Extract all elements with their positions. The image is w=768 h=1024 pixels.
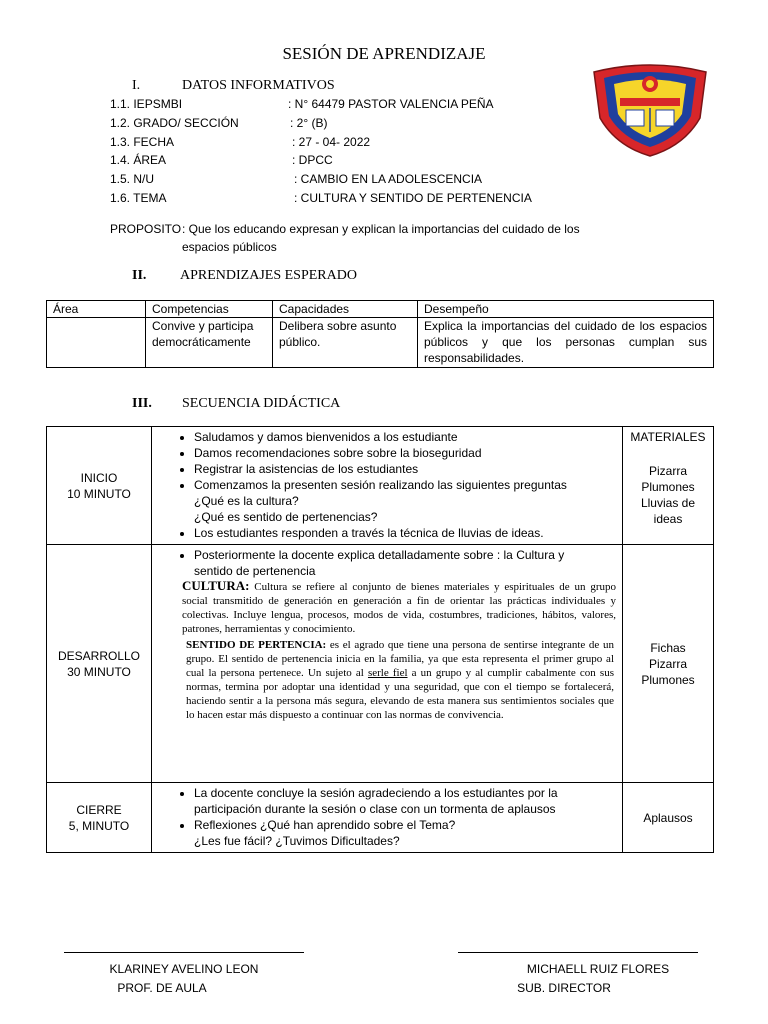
- section-3-title: SECUENCIA DIDÁCTICA: [182, 396, 341, 411]
- list-item: • Damos recomendaciones sobre sobre la bioseguridad: [194, 445, 616, 461]
- question-1: ¿Qué es la cultura?: [194, 494, 299, 508]
- table-header-row: [47, 301, 714, 318]
- sentido-text-a: es el agrado que tiene una persona de sentirse integrante de un grupo. El sentido de pertenencia inicia en la familia, ya que esta representa el primer grupo al cual la persona pertenece. Un sujeto al: [186, 639, 614, 679]
- header-capacidades: Capacidades: [273, 301, 418, 318]
- material-item: Plumones: [641, 480, 695, 494]
- list-item: • Saludamos y damos bienvenidos a los estudiante: [194, 429, 616, 445]
- phase-desarrollo-time: 30 MINUTO: [67, 664, 131, 679]
- didactic-sequence-table: [46, 426, 714, 853]
- info-value-topic: : CULTURA Y SENTIDO DE PERTENENCIA: [294, 191, 532, 205]
- cell-capacidad: [273, 318, 418, 368]
- section-1-number: I.: [132, 78, 141, 93]
- signature-line-right: [458, 952, 698, 953]
- info-label-date: 1.3. FECHA: [110, 135, 175, 149]
- expected-learning-table: [46, 300, 714, 368]
- phase-desarrollo-name: DESARROLLO: [57, 648, 141, 663]
- header-desempeno: Desempeño: [418, 301, 714, 318]
- info-label-topic: 1.6. TEMA: [110, 191, 167, 205]
- phase-cierre-name: CIERRE: [76, 802, 122, 817]
- signature-line-left: [64, 952, 304, 953]
- phase-desarrollo: [47, 545, 152, 783]
- activities-desarrollo: [152, 545, 623, 783]
- purpose-text-line1: : Que los educando expresan y explican la importancias del cuidado de los: [182, 222, 580, 236]
- activities-inicio: [152, 427, 623, 545]
- signature-role-subdirector: SUB. DIRECTOR: [517, 981, 611, 995]
- info-value-date: : 27 - 04- 2022: [292, 135, 371, 149]
- list-item: • Registrar la asistencias de los estudiantes: [194, 461, 616, 477]
- material-item: Fichas: [650, 640, 686, 655]
- info-label-grade: 1.2. GRADO/ SECCIÓN: [110, 116, 239, 130]
- materials-header: MATERIALES: [630, 430, 706, 444]
- competencia-line1: Convive y participa: [152, 319, 254, 333]
- list-item: • Reflexiones ¿Qué han aprendido sobre el Tema?: [194, 817, 600, 833]
- question-2: ¿Qué es sentido de pertenencias?: [194, 510, 378, 524]
- material-item: Pizarra: [648, 464, 687, 478]
- info-value-area: : DPCC: [292, 153, 333, 167]
- capacidad-line2: público.: [279, 335, 321, 349]
- material-item: Pizarra: [648, 656, 687, 671]
- reflection-continuation: ¿Les fue fácil? ¿Tuvimos Dificultades?: [194, 834, 400, 848]
- info-value-grade: : 2° (B): [290, 116, 328, 130]
- purpose-label: PROPOSITO: [110, 222, 182, 236]
- material-item: ideas: [653, 512, 683, 526]
- material-item: Lluvias de: [640, 496, 696, 510]
- cultura-label: CULTURA:: [182, 578, 250, 593]
- info-label-school: 1.1. IEPSMBI: [110, 97, 183, 111]
- materials-desarrollo: [623, 545, 714, 783]
- list-item: • La docente concluye la sesión agradeciendo a los estudiantes por la participación durante la sesión o clase con un tormenta de aplausos: [194, 785, 600, 817]
- purpose-text-line2: espacios públicos: [182, 240, 277, 254]
- phase-inicio-time: 10 MINUTO: [67, 486, 131, 501]
- info-label-area: 1.4. ÁREA: [110, 153, 167, 167]
- list-item: • Comenzamos la presenten sesión realizando las siguientes preguntas: [194, 477, 616, 493]
- sentido-underlined: serle fiel: [367, 667, 408, 679]
- table-row: [47, 318, 714, 368]
- cultura-text: Cultura se refiere al conjunto de bienes materiales y espirituales de un grupo social transmitido de generación en generación a fin de orientar las prácticas individuales y colectivas. Incluye lengua, procesos, modos de vida, costumbres, tradiciones, hábitos, valores, patrones, herramientas y conocimiento.: [182, 581, 616, 635]
- section-1-title: DATOS INFORMATIVOS: [182, 78, 335, 93]
- header-area: Área: [47, 301, 146, 318]
- activities-cierre: [152, 783, 623, 853]
- material-item: Aplausos: [643, 810, 693, 825]
- info-value-unit: : CAMBIO EN LA ADOLESCENCIA: [294, 172, 483, 186]
- school-crest-logo: [584, 62, 716, 158]
- sentido-paragraph: [158, 638, 616, 722]
- list-item: • Posteriormente la docente explica detalladamente sobre : la Cultura y sentido de pertenencia: [194, 547, 600, 579]
- cell-desempeno: Explica la importancias del cuidado de los espacios públicos y que los personas cumplan sus responsabilidades.: [418, 318, 714, 368]
- phase-cierre: [47, 783, 152, 853]
- section-2-title: APRENDIZAJES ESPERADO: [180, 268, 357, 283]
- signature-name-teacher: KLARINEY AVELINO LEON: [109, 962, 259, 976]
- sequence-row-cierre: [47, 783, 714, 853]
- cultura-paragraph: [158, 579, 616, 636]
- signature-role-teacher: PROF. DE AULA: [117, 981, 207, 995]
- phase-inicio-name: INICIO: [80, 470, 118, 485]
- page-title: SESIÓN DE APRENDIZAJE: [282, 44, 486, 63]
- phase-inicio: [47, 427, 152, 545]
- material-item: Plumones: [641, 672, 695, 687]
- phase-cierre-time: 5, MINUTO: [68, 818, 130, 833]
- sentido-text-b: a un grupo y al cumplir cabalmente con sus normas, termina por adoptar una identidad y una seguridad, que con el tiempo se fortalecerá, haciendo sentir a la persona más segura, elevando de esta manera sus sentimientos sociales que lo hacen estar más dispuesto a continuar con las normas de convivencia.: [186, 667, 614, 721]
- header-competencias: Competencias: [146, 301, 273, 318]
- materials-cierre: [623, 783, 714, 853]
- capacidad-line1: Delibera sobre asunto: [279, 319, 397, 333]
- sentido-label: SENTIDO DE PERTENCIA:: [186, 639, 327, 651]
- info-label-unit: 1.5. N/U: [110, 172, 155, 186]
- materials-inicio: [623, 427, 714, 545]
- signature-name-subdirector: MICHAELL RUIZ FLORES: [526, 962, 670, 976]
- section-3-number: III.: [132, 396, 152, 411]
- cell-competencia: [146, 318, 273, 368]
- sequence-row-desarrollo: [47, 545, 714, 783]
- cell-area: [47, 318, 146, 368]
- competencia-line2: democráticamente: [152, 335, 251, 349]
- list-item: • Los estudiantes responden a través la técnica de lluvias de ideas.: [194, 525, 616, 541]
- sequence-row-inicio: [47, 427, 714, 545]
- section-2-number: II.: [132, 268, 147, 283]
- info-value-school: : N° 64479 PASTOR VALENCIA PEÑA: [288, 97, 494, 111]
